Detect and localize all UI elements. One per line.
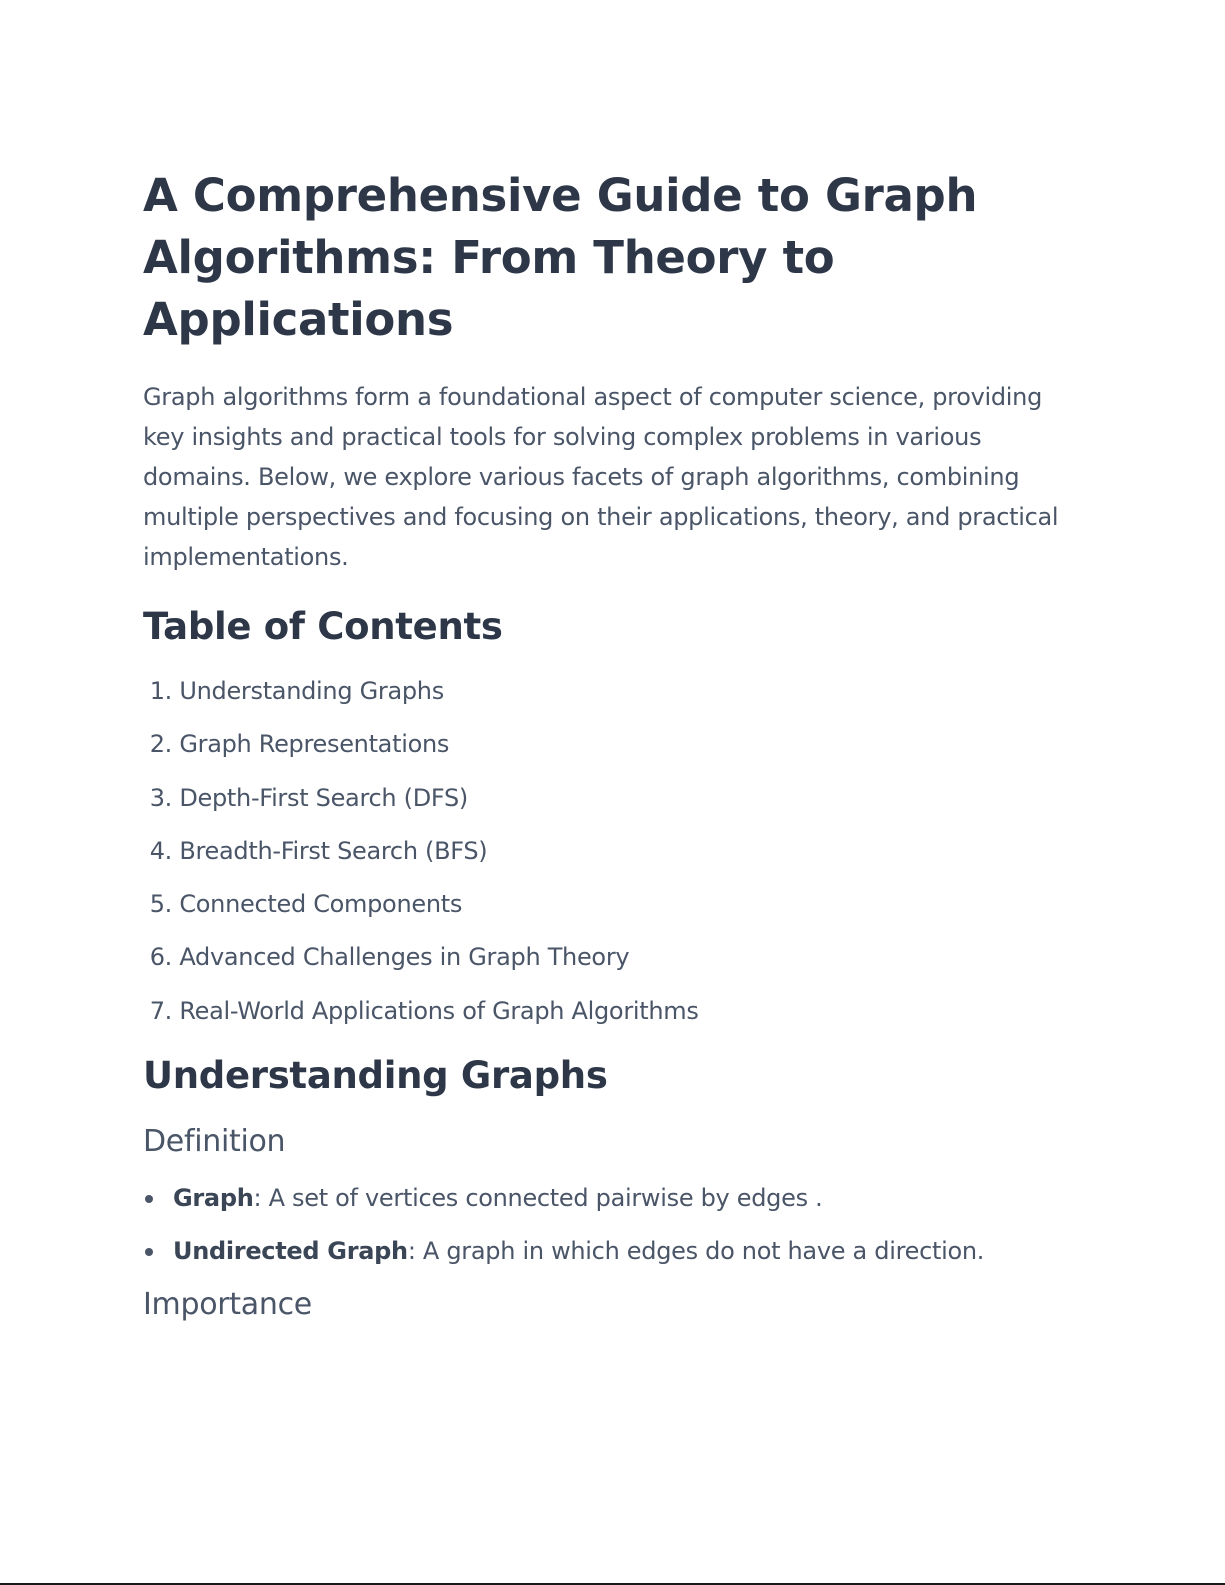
toc-item[interactable] [143, 778, 1063, 831]
list-item [143, 1231, 1063, 1284]
toc-item-number: 4. [149, 836, 172, 865]
bullet-icon [145, 1248, 153, 1256]
toc-item[interactable] [143, 671, 1063, 724]
toc-item-label: Connected Components [179, 890, 463, 919]
document-title: A Comprehensive Guide to Graph Algorithms: From Theory to Applications [143, 169, 978, 346]
definition-list [143, 1178, 1063, 1285]
toc-item[interactable] [143, 991, 1063, 1044]
toc-item-number: 6. [149, 943, 172, 972]
definition-text: : A set of vertices connected pairwise by edges . [253, 1184, 823, 1213]
toc-item-number: 2. [149, 730, 172, 759]
toc-item-label: Understanding Graphs [179, 677, 444, 705]
definition-term: Undirected Graph [173, 1237, 408, 1266]
toc-item-label: Depth-First Search (DFS) [179, 783, 468, 812]
toc-item[interactable] [143, 724, 1063, 777]
definition-heading: Definition [143, 1124, 286, 1160]
toc-item[interactable] [143, 937, 1063, 990]
definition-text: : A graph in which edges do not have a direction. [407, 1237, 985, 1266]
toc-item-number: 1. [149, 677, 172, 705]
bullet-icon [145, 1195, 153, 1203]
toc-item-label: Advanced Challenges in Graph Theory [179, 943, 630, 972]
importance-heading: Importance [143, 1286, 312, 1322]
toc-item-number: 5. [149, 890, 172, 919]
section-heading: Understanding Graphs [143, 1054, 608, 1098]
toc-item-number: 7. [149, 996, 172, 1025]
table-of-contents [143, 671, 1063, 1044]
toc-heading: Table of Contents [143, 605, 503, 648]
document-page [143, 165, 1063, 1325]
toc-item-label: Real-World Applications of Graph Algorithms [179, 996, 699, 1025]
list-item [143, 1178, 1063, 1231]
toc-item-label: Breadth-First Search (BFS) [179, 836, 488, 865]
toc-item[interactable] [143, 884, 1063, 937]
toc-item-number: 3. [149, 783, 172, 812]
toc-item-label: Graph Representations [179, 730, 450, 759]
toc-item[interactable] [143, 831, 1063, 884]
intro-paragraph: Graph algorithms form a foundational aspect of computer science, providing key insights and practical tools for solving complex problems in various domains. Below, we explore various facets of graph algorithms, combining multiple perspectives and focusing on their applications, theory, and practical implementations. [143, 383, 1059, 571]
definition-term: Graph [173, 1184, 254, 1213]
